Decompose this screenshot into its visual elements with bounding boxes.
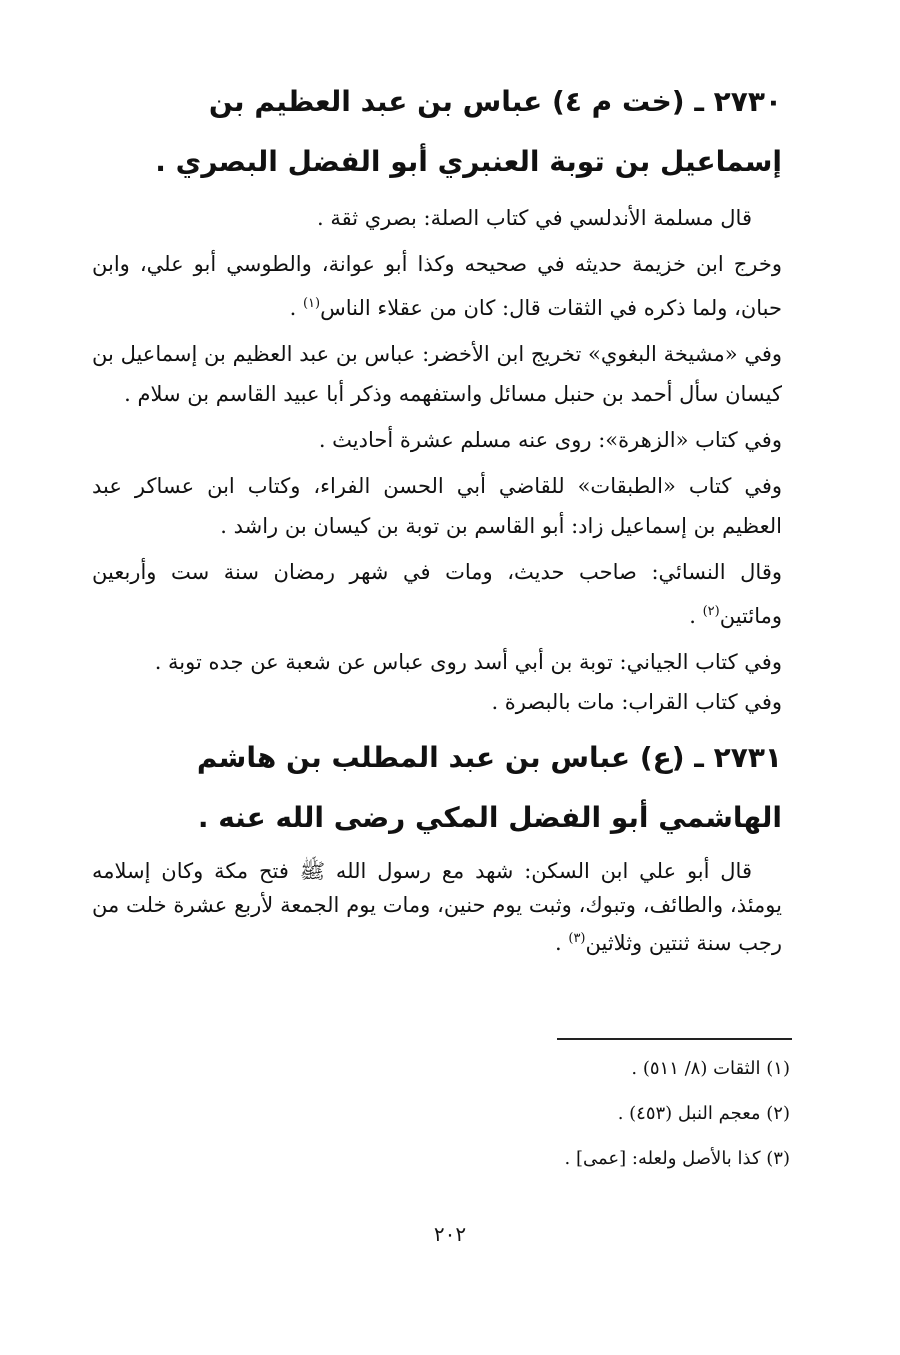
- paragraph: [92, 552, 782, 636]
- paragraph: [92, 244, 782, 328]
- paragraph-end: .: [289, 296, 303, 320]
- footnote-marker: (٣): [568, 931, 586, 946]
- paragraph: وفي كتاب الجياني: توبة بن أبي أسد روى عباس عن شعبة عن جده توبة .: [154, 650, 782, 674]
- paragraph: وفي كتاب «الزهرة»: روى عنه مسلم عشرة أحاديث .: [318, 428, 782, 452]
- paragraph: وفي كتاب «الطبقات» للقاضي أبي الحسن الفراء، وكتاب ابن عساكر عبد العظيم بن إسماعيل زاد: أبو القاسم بن توبة بن كيسان بن راشد .: [92, 474, 782, 538]
- paragraph-end: .: [555, 931, 569, 955]
- paragraph-end: .: [689, 604, 703, 628]
- entry-2730: [92, 72, 782, 960]
- entry-heading: ٢٧٣١ ـ (ع) عباس بن عبد المطلب بن هاشم الهاشمي أبو الفضل المكي رضى الله عنه .: [196, 741, 782, 834]
- paragraph: وفي «مشيخة البغوي» تخريج ابن الأخضر: عباس بن عبد العظيم بن إسماعيل بن كيسان سأل أحمد بن حنبل مسائل واستفهمه وذكر أبا عبيد القاسم بن سلام .: [92, 342, 782, 406]
- paragraph: وفي كتاب القراب: مات بالبصرة .: [491, 690, 782, 714]
- paragraph: قال مسلمة الأندلسي في كتاب الصلة: بصري ثقة .: [316, 206, 752, 230]
- paragraph-text: وقال النسائي: صاحب حديث، ومات في شهر رمضان سنة ست وأربعين ومائتين: [92, 560, 782, 628]
- entry-heading: ٢٧٣٠ ـ (خت م ٤) عباس بن عبد العظيم بن إسماعيل بن توبة العنبري أبو الفضل البصري .: [155, 85, 782, 178]
- footnote: (١) الثقات (٨/ ٥١١) .: [631, 1058, 790, 1079]
- paragraph-text: قال أبو علي ابن السكن: شهد مع رسول الله ﷺ فتح مكة وكان إسلامه يومئذ، والطائف، وتبوك، وثبت يوم حنين، ومات يوم الجمعة لأربع عشرة خلت من رجب سنة ثنتين وثلاثين: [92, 859, 782, 955]
- footnote: (٢) معجم النبل (٤٥٣) .: [617, 1103, 790, 1124]
- footnote-marker: (٢): [702, 604, 720, 619]
- footnotes: [290, 1046, 790, 1181]
- paragraph: [92, 854, 782, 960]
- paragraph-text: وخرج ابن خزيمة حديثه في صحيحه وكذا أبو عوانة، والطوسي أبو علي، وابن حبان، ولما ذكره في الثقات قال: كان من عقلاء الناس: [92, 252, 782, 320]
- footnote: (٣) كذا بالأصل ولعله: [عمى] .: [564, 1148, 790, 1169]
- footnote-divider: [557, 1038, 792, 1040]
- footnote-marker: (١): [302, 296, 321, 311]
- page-number: ٢٠٢: [433, 1222, 467, 1246]
